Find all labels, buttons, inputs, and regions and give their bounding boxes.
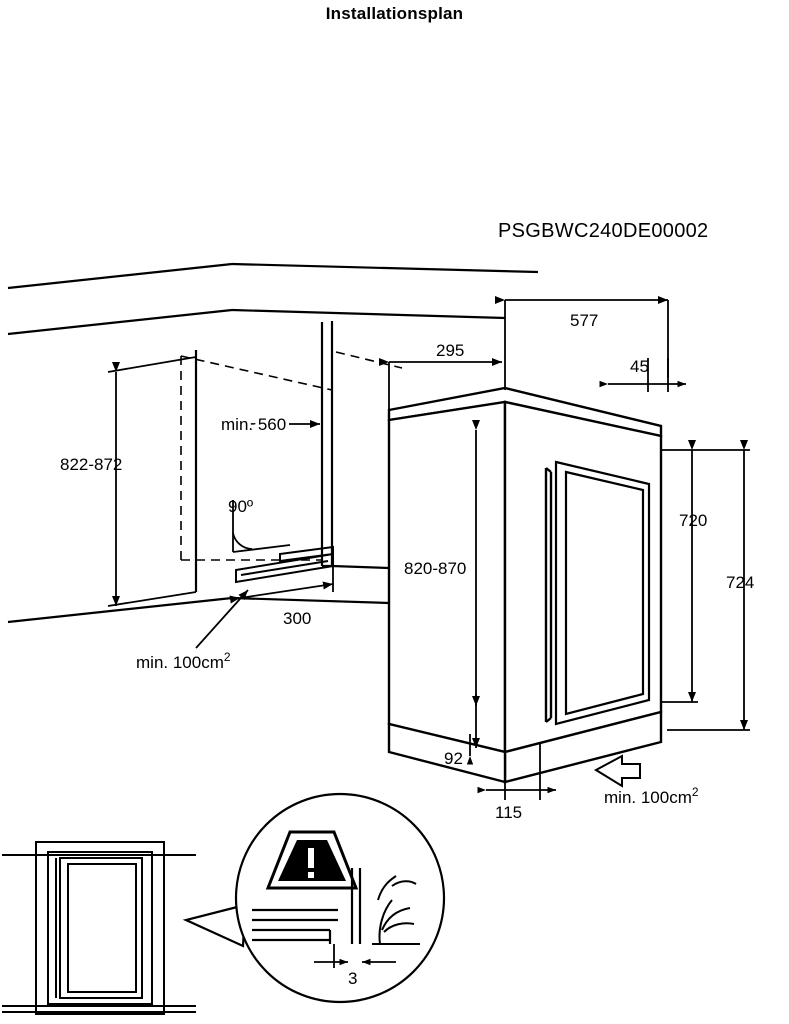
dimension-300-label: 300 xyxy=(283,609,312,628)
dimension-295-label: 295 xyxy=(436,341,465,360)
dimension-300 xyxy=(240,566,333,598)
airflow-arrow-icon xyxy=(596,756,640,786)
dimension-92-label: 92 xyxy=(444,749,463,768)
detail-elevation xyxy=(2,842,196,1014)
dimension-822-872-label: 822-872 xyxy=(60,455,123,474)
dimension-724-label: 724 xyxy=(726,573,755,592)
dimension-45-label: 45 xyxy=(630,357,649,376)
dimension-3-label: 3 xyxy=(348,969,358,988)
page-title-text: Installationsplan xyxy=(325,4,464,23)
dimension-min-560-label: min. 560 xyxy=(221,415,287,434)
dimension-822-872 xyxy=(108,357,196,606)
dimension-720 xyxy=(661,450,698,702)
dimension-820-870-label: 820-870 xyxy=(404,559,467,578)
dimension-577-label: 577 xyxy=(570,311,599,330)
vent-front-label: min. $100cm^2$ xyxy=(136,650,231,672)
niche-dashed-lines xyxy=(181,352,402,560)
angle-label: 90º xyxy=(228,497,254,516)
dimension-720-label: 720 xyxy=(679,511,708,530)
detail-callout-bubble xyxy=(186,794,444,1002)
ventilation-grille xyxy=(236,547,333,582)
model-code: PSGBWC240DE00002 xyxy=(498,220,709,242)
dimension-115-label: 115 xyxy=(495,803,523,822)
vent-rear-label: min. $100cm^2$ xyxy=(604,785,699,807)
appliance-door xyxy=(556,462,649,724)
